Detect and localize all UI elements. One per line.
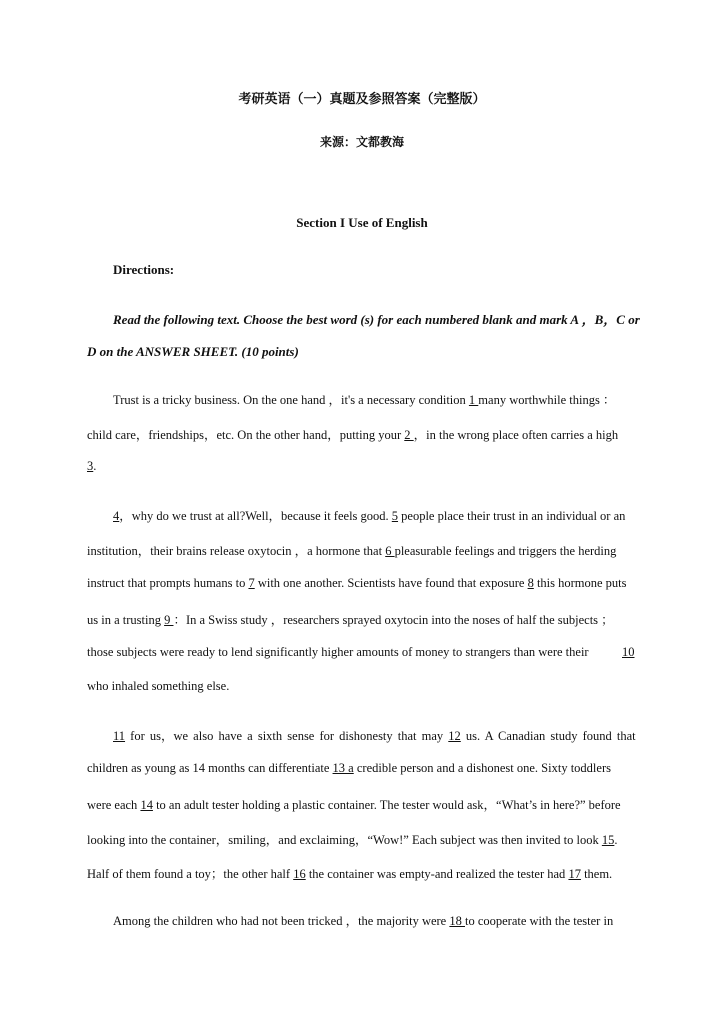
text: many worthwhile things ： [478,393,616,407]
blank-1: 1 [468,393,479,407]
passage-line [87,645,589,660]
blank-8: 8 [527,576,534,590]
blank-4: 4 [113,509,120,523]
text: institution，their brains release oxytocin ，a hormone that [87,544,386,558]
text: us in a trusting [87,613,165,627]
text: this hormone puts [533,576,627,590]
text: who inhaled something else. [87,679,230,693]
blank-2: 2 [404,428,414,442]
passage-line [87,541,616,559]
text: instruct that prompts humans to [87,576,249,590]
blank-15: 15 [601,833,615,847]
text: Among the children who had not been tricked ，the majority were [113,914,450,928]
text: them. [580,867,613,881]
blank-13: 13 a [332,761,354,775]
text: child care，friendships，etc. On the other hand，putting your [87,428,405,442]
passage-line [113,726,636,744]
text: ，in the wrong place often carries a high [413,428,619,442]
passage-line [113,911,613,929]
text: ，why do we trust at all?Well，because it feels good. [119,509,392,523]
blank-7: 7 [248,576,255,590]
text: pleasurable feelings and triggers the herding [394,544,617,558]
directions-label: Directions: [113,262,175,277]
passage-line [87,679,229,694]
blank-18: 18 [449,914,465,928]
text: Half of them found a toy；the other half [87,867,294,881]
section-title: Section I Use of English [296,215,428,230]
passage-line [87,459,96,474]
document-source: 来源：文都教海 [319,135,404,149]
text: for us，we also have a sixth sense for dishonesty that may [125,729,449,743]
blank-17: 17 [568,867,581,881]
passage-line [87,761,611,776]
text: children as young as 14 months can differentiate [87,761,333,775]
text: Trust is a tricky business. On the one hand ，it's a necessary condition [113,393,469,407]
passage-line [113,506,625,524]
passage-line [87,576,627,591]
text: . [93,459,97,473]
text: with one another. Scientists have found that exposure [254,576,528,590]
blank-10: 10 [622,645,635,659]
blank-12: 12 [448,729,461,743]
text: looking into the container，smiling，and exclaiming，“Wow!” Each subject was then invited to look [87,833,602,847]
passage-line [622,645,635,660]
passage-line [87,830,617,848]
document-title: 考研英语（一）真题及参照答案（完整版） [238,92,486,107]
passage-line [87,795,621,813]
text: us. A Canadian study found that [460,729,636,743]
blank-16: 16 [293,867,306,881]
passage-line [87,864,612,882]
blank-5: 5 [391,509,399,523]
passage-line [113,390,615,408]
blank-14: 14 [140,798,153,812]
text: . [614,833,618,847]
text: the container was empty-and realized the tester had [305,867,569,881]
text: were each [87,798,141,812]
instruction-line-1: Read the following text. Choose the best word (s) for each numbered blank and mark A ，B，C or [113,312,640,327]
blank-9: 9 [164,613,174,627]
text: ：In a Swiss study ，researchers sprayed oxytocin into the noses of half the subjects ； [173,613,614,627]
passage-line [87,425,618,443]
text: people place their trust in an individual or an [398,509,626,523]
blank-11: 11 [113,729,126,743]
text: to cooperate with the tester in [464,914,614,928]
passage-line [87,610,614,628]
text: to an adult tester holding a plastic container. The tester would ask，“What’s in here?” before [152,798,621,812]
text: credible person and a dishonest one. Sixty toddlers [353,761,611,775]
text: those subjects were ready to lend significantly higher amounts of money to strangers than were their [87,645,589,659]
instruction-line-2: D on the ANSWER SHEET. (10 points) [87,344,299,359]
blank-3: 3 [87,459,94,473]
blank-6: 6 [385,544,395,558]
